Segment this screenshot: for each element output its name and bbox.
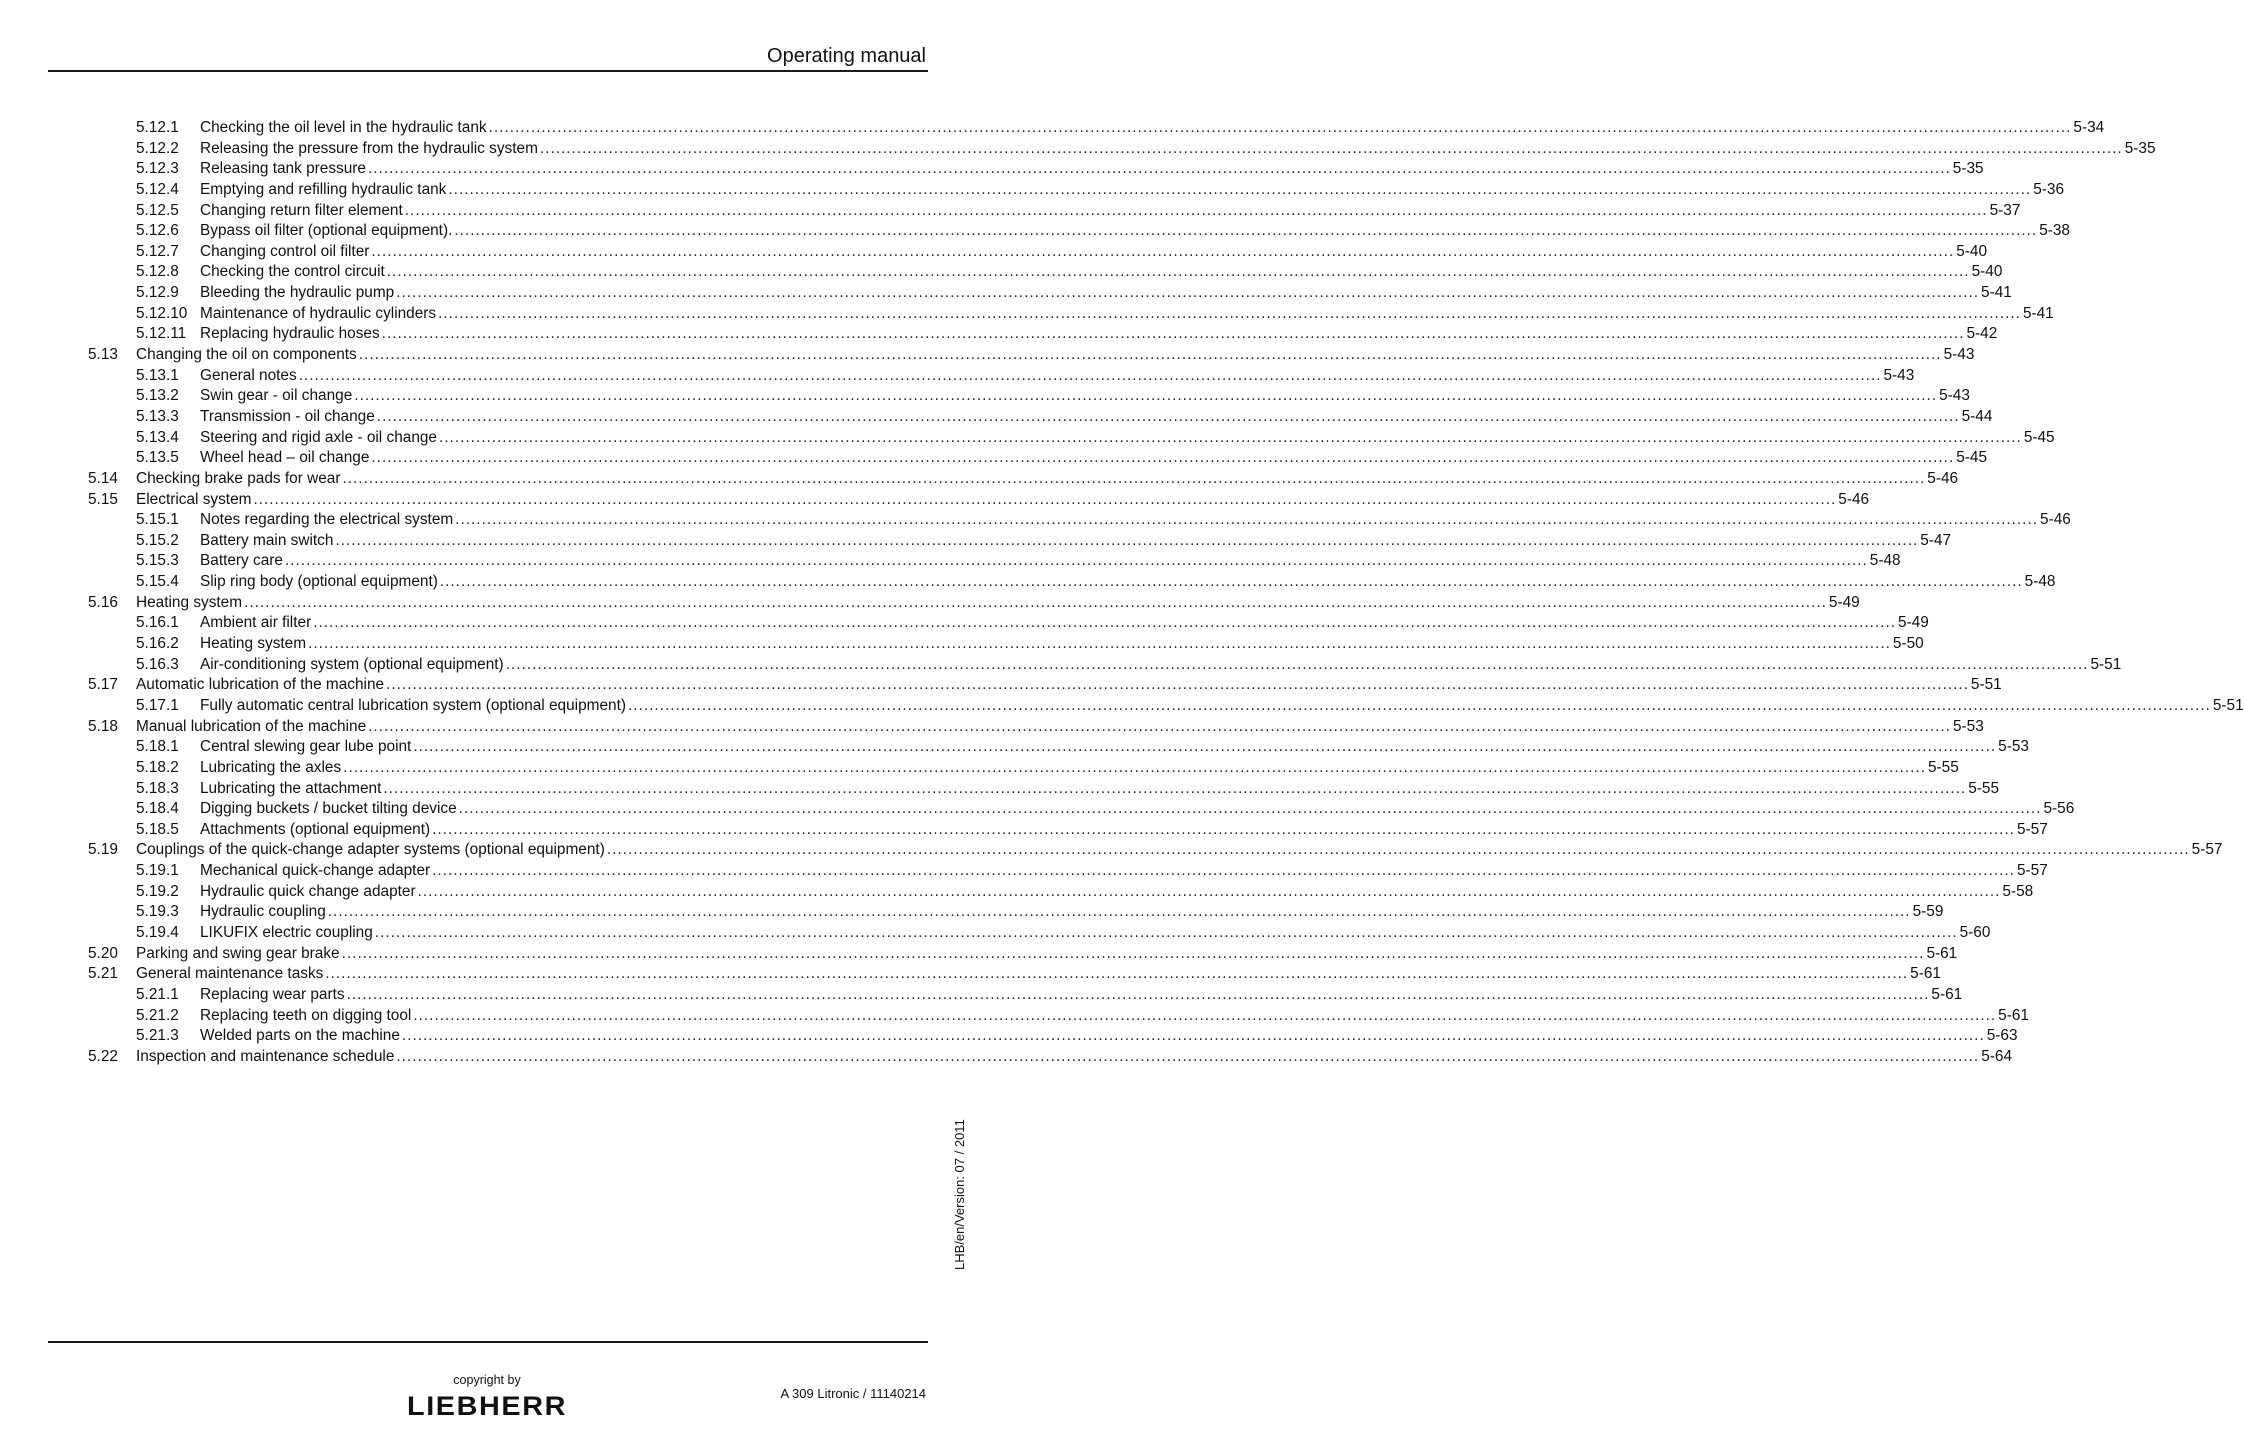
logo-text: LIEBHERR [407, 1391, 567, 1421]
toc-dot-leader: ............................................................................................................................................................................................................................................................................................................ [386, 676, 1969, 694]
toc-entry-page: 5-60 [1959, 923, 1991, 941]
toc-dot-leader: ............................................................................................................................................................................................................................................................................................................ [439, 428, 2022, 446]
toc-entry-number: 5.21.1 [136, 985, 179, 1003]
toc-entry [88, 221, 2070, 242]
toc-entry-title: Hydraulic quick change adapter [200, 882, 416, 900]
toc-entry-number: 5.13 [88, 346, 118, 364]
toc-entry-title: Battery main switch [200, 531, 334, 549]
toc-dot-leader: ............................................................................................................................................................................................................................................................................................................ [432, 862, 2015, 880]
toc-dot-leader: ............................................................................................................................................................................................................................................................................................................ [381, 325, 1965, 343]
toc-entry-page: 5-63 [1986, 1027, 2018, 1045]
toc-entry [88, 737, 2029, 758]
toc-entry-title: Fully automatic central lubrication system (optional equipment) [200, 696, 627, 714]
toc-entry-page: 5-45 [2023, 428, 2055, 446]
toc-entry-page: 5-61 [1931, 985, 1963, 1003]
toc-entry-number: 5.21.2 [136, 1006, 179, 1024]
toc-entry-title: Parking and swing gear brake [136, 944, 340, 962]
toc-dot-leader: ............................................................................................................................................................................................................................................................................................................ [376, 407, 1960, 425]
toc-entry-number: 5.21 [88, 965, 118, 983]
toc-entry-page: 5-34 [2073, 119, 2105, 136]
toc-entry [88, 139, 2156, 160]
toc-entry-page: 5-46 [1927, 469, 1959, 487]
toc-entry-title: Hydraulic coupling [200, 903, 326, 921]
toc-entry [88, 861, 2048, 882]
toc-entry-number: 5.18.1 [136, 738, 179, 756]
toc-entry-title: Steering and rigid axle - oil change [200, 428, 437, 446]
toc-entry-page: 5-43 [1939, 387, 1970, 405]
toc-entry [88, 345, 1975, 366]
toc-entry-page: 5-61 [1910, 965, 1941, 983]
toc-entry-title: Digging buckets / bucket tilting device [200, 800, 457, 818]
toc-entry [88, 490, 1870, 511]
toc-entry [88, 118, 2105, 139]
toc-dot-leader: ............................................................................................................................................................................................................................................................................................................ [454, 222, 2038, 240]
toc-entry-title: Bypass oil filter (optional equipment). [200, 222, 453, 240]
toc-entry-number: 5.13.2 [136, 387, 179, 405]
toc-dot-leader: ............................................................................................................................................................................................................................................................................................................ [396, 1047, 1980, 1065]
toc-entry-title: LIKUFIX electric coupling [200, 923, 373, 941]
toc-entry-number: 5.18 [88, 717, 118, 735]
toc-entry-number: 5.13.5 [136, 449, 179, 467]
toc-entry [88, 366, 1915, 387]
toc-entry [88, 201, 2021, 222]
toc-entry [88, 242, 1988, 263]
toc-dot-leader: ............................................................................................................................................................................................................................................................................................................ [417, 882, 2001, 900]
copyright-label: copyright by [453, 1373, 521, 1387]
toc-entry [88, 469, 1959, 490]
toc-entry-page: 5-56 [2043, 800, 2075, 818]
toc-entry-page: 5-51 [1970, 676, 2002, 694]
toc-entry [88, 696, 2244, 717]
toc-entry [88, 820, 2048, 841]
toc-entry-page: 5-59 [1912, 903, 1944, 921]
document-id: A 309 Litronic / 11140214 [780, 1386, 926, 1401]
toc-entry-title: Transmission - oil change [200, 407, 375, 425]
toc-entry [88, 985, 1963, 1006]
toc-entry-number: 5.12.11 [136, 325, 187, 343]
toc-entry-page: 5-64 [1981, 1047, 2013, 1065]
toc-entry-number: 5.16.1 [136, 614, 179, 632]
toc-dot-leader: ............................................................................................................................................................................................................................................................................................................ [313, 614, 1897, 632]
toc-entry-title: Battery care [200, 552, 283, 570]
liebherr-logo [406, 1391, 568, 1421]
toc-entry-title: Heating system [200, 635, 307, 653]
toc-entry-title: Attachments (optional equipment) [200, 820, 431, 838]
toc-entry-page: 5-45 [1956, 449, 1988, 467]
toc-entry-title: Notes regarding the electrical system [200, 511, 454, 529]
toc-entry-page: 5-46 [1838, 490, 1870, 508]
toc-entry [88, 902, 1944, 923]
toc-entry-title: Mechanical quick-change adapter [200, 862, 431, 880]
toc-entry-number: 5.18.2 [136, 758, 179, 776]
toc-entry-number: 5.12.8 [136, 263, 179, 281]
toc-entry [88, 882, 2034, 903]
toc-dot-leader: ............................................................................................................................................................................................................................................................................................................ [488, 119, 2072, 136]
toc-entry [88, 758, 1959, 779]
toc-entry [88, 944, 1958, 965]
toc-dot-leader: ............................................................................................................................................................................................................................................................................................................ [346, 985, 1930, 1003]
toc-entry-page: 5-48 [2024, 573, 2056, 591]
toc-entry-title: Swin gear - oil change [200, 387, 353, 405]
toc-dot-leader: ............................................................................................................................................................................................................................................................................................................ [439, 573, 2023, 591]
toc-entry-page: 5-36 [2033, 180, 2065, 198]
toc-entry-title: Changing control oil filter [200, 242, 370, 260]
version-label: LHB/en/Version: 07 / 2011 [952, 1119, 967, 1270]
toc-entry-number: 5.12.5 [136, 201, 179, 219]
toc-entry [88, 675, 2002, 696]
toc-entry-title: Ambient air filter [200, 614, 312, 632]
toc-dot-leader: ............................................................................................................................................................................................................................................................................................................ [404, 201, 1988, 219]
toc-entry-page: 5-43 [1883, 366, 1915, 384]
toc-entry [88, 1026, 2018, 1047]
toc-entry-page: 5-51 [2090, 655, 2122, 673]
toc-dot-leader: ............................................................................................................................................................................................................................................................................................................ [413, 1006, 1997, 1024]
toc-entry-title: General notes [200, 366, 297, 384]
toc-entry-number: 5.19.2 [136, 882, 179, 900]
toc-entry [88, 655, 2122, 676]
toc-entry-title: Central slewing gear lube point [200, 738, 412, 756]
toc-entry-page: 5-40 [1971, 263, 2003, 281]
toc-dot-leader: ............................................................................................................................................................................................................................................................................................................ [371, 242, 1955, 260]
toc-dot-leader: ............................................................................................................................................................................................................................................................................................................ [327, 903, 1911, 921]
toc-dot-leader: ............................................................................................................................................................................................................................................................................................................ [455, 511, 2039, 529]
toc-entry-page: 5-49 [1898, 614, 1929, 632]
toc-entry-title: Welded parts on the machine [200, 1027, 400, 1045]
toc-entry [88, 304, 2054, 325]
toc-entry-number: 5.18.3 [136, 779, 179, 797]
toc-entry [88, 159, 1984, 180]
toc-entry [88, 923, 1991, 944]
toc-entry-title: Changing the oil on components [136, 346, 357, 364]
toc-entry-page: 5-57 [2016, 820, 2048, 838]
toc-dot-leader: ............................................................................................................................................................................................................................................................................................................ [628, 696, 2211, 714]
toc-entry-number: 5.20 [88, 944, 118, 962]
toc-entry-number: 5.12.9 [136, 284, 179, 302]
toc-entry-title: Electrical system [136, 490, 252, 508]
toc-entry-number: 5.12.2 [136, 139, 179, 157]
toc-entry-page: 5-61 [1926, 944, 1958, 962]
toc-entry-number: 5.16.3 [136, 655, 179, 673]
toc-entry [88, 407, 1993, 428]
toc-entry-title: Emptying and refilling hydraulic tank [200, 180, 447, 198]
toc-entry-number: 5.17 [88, 676, 118, 694]
toc-dot-leader: ............................................................................................................................................................................................................................................................................................................ [396, 284, 1980, 302]
toc-entry-number: 5.16.2 [136, 635, 179, 653]
toc-entry-title: Automatic lubrication of the machine [136, 676, 385, 694]
toc-entry-page: 5-51 [2212, 696, 2244, 714]
toc-dot-leader: ............................................................................................................................................................................................................................................................................................................ [308, 635, 1891, 653]
toc-dot-leader: ............................................................................................................................................................................................................................................................................................................ [386, 263, 1970, 281]
toc-entry-page: 5-61 [1998, 1006, 2029, 1024]
toc-entry-number: 5.18.5 [136, 820, 179, 838]
toc-entry [88, 262, 2003, 283]
toc-entry-number: 5.22 [88, 1047, 118, 1065]
toc-entry [88, 717, 1984, 738]
toc-dot-leader: ............................................................................................................................................................................................................................................................................................................ [505, 655, 2089, 673]
toc-dot-leader: ............................................................................................................................................................................................................................................................................................................ [354, 387, 1938, 405]
toc-entry-page: 5-35 [1952, 160, 1984, 178]
toc-entry-page: 5-55 [1968, 779, 2000, 797]
toc-entry-number: 5.13.4 [136, 428, 179, 446]
toc-dot-leader: ............................................................................................................................................................................................................................................................................................................ [298, 366, 1882, 384]
toc-entry-title: Changing return filter element [200, 201, 403, 219]
toc-entry-title: Lubricating the attachment [200, 779, 382, 797]
toc-entry-page: 5-37 [1989, 201, 2021, 219]
toc-dot-leader: ............................................................................................................................................................................................................................................................................................................ [606, 841, 2190, 859]
toc-entry [88, 1006, 2029, 1027]
toc-entry-number: 5.18.4 [136, 800, 179, 818]
toc-entry-title: Air-conditioning system (optional equipment) [200, 655, 504, 673]
toc-entry-title: Heating system [136, 593, 243, 611]
table-of-contents [88, 118, 2244, 1067]
toc-entry-number: 5.12.1 [136, 119, 179, 136]
toc-entry-title: Slip ring body (optional equipment) [200, 573, 438, 591]
toc-entry-page: 5-50 [1892, 635, 1924, 653]
toc-entry [88, 180, 2065, 201]
toc-entry-title: Wheel head – oil change [200, 449, 370, 467]
toc-entry-number: 5.15.4 [136, 573, 179, 591]
toc-entry-title: Couplings of the quick-change adapter systems (optional equipment) [136, 841, 605, 859]
toc-dot-leader: ............................................................................................................................................................................................................................................................................................................ [342, 469, 1926, 487]
toc-entry-title: Manual lubrication of the machine [136, 717, 367, 735]
toc-entry-title: Replacing teeth on digging tool [200, 1006, 412, 1024]
toc-dot-leader: ............................................................................................................................................................................................................................................................................................................ [458, 800, 2042, 818]
toc-entry-title: Lubricating the axles [200, 758, 342, 776]
toc-entry-number: 5.21.3 [136, 1027, 179, 1045]
toc-entry-number: 5.14 [88, 469, 118, 487]
toc-dot-leader: ............................................................................................................................................................................................................................................................................................................ [343, 758, 1926, 776]
toc-entry-page: 5-41 [1981, 284, 2012, 302]
toc-entry-number: 5.12.7 [136, 242, 179, 260]
toc-entry [88, 634, 1924, 655]
toc-entry-page: 5-40 [1956, 242, 1988, 260]
toc-entry [88, 593, 1860, 614]
toc-dot-leader: ............................................................................................................................................................................................................................................................................................................ [253, 490, 1837, 508]
toc-entry [88, 799, 2075, 820]
toc-entry-title: Inspection and maintenance schedule [136, 1047, 395, 1065]
header-rule [48, 70, 928, 72]
toc-entry-number: 5.12.6 [136, 222, 179, 240]
toc-entry-page: 5-57 [2016, 862, 2048, 880]
toc-entry-title: Maintenance of hydraulic cylinders [200, 304, 437, 322]
toc-entry-number: 5.12.10 [136, 304, 188, 322]
toc-entry-page: 5-35 [2124, 139, 2156, 157]
toc-entry-title: Bleeding the hydraulic pump [200, 284, 395, 302]
toc-entry [88, 531, 1952, 552]
page-header-title: Operating manual [767, 45, 926, 67]
toc-entry-number: 5.15.1 [136, 511, 179, 529]
toc-entry-title: Replacing hydraulic hoses [200, 325, 380, 343]
toc-entry-title: Checking the control circuit [200, 263, 385, 281]
toc-entry [88, 428, 2055, 449]
toc-dot-leader: ............................................................................................................................................................................................................................................................................................................ [358, 346, 1942, 364]
toc-dot-leader: ............................................................................................................................................................................................................................................................................................................ [383, 779, 1967, 797]
toc-dot-leader: ............................................................................................................................................................................................................................................................................................................ [325, 965, 1909, 983]
toc-entry-number: 5.19.3 [136, 903, 179, 921]
toc-entry-number: 5.19.1 [136, 862, 179, 880]
toc-entry-page: 5-38 [2039, 222, 2070, 240]
toc-entry [88, 283, 2012, 304]
toc-entry-title: General maintenance tasks [136, 965, 324, 983]
toc-entry [88, 1047, 2013, 1068]
toc-entry [88, 572, 2056, 593]
toc-entry [88, 324, 1998, 345]
toc-entry-page: 5-55 [1927, 758, 1959, 776]
toc-entry-title: Checking the oil level in the hydraulic tank [200, 119, 487, 136]
toc-dot-leader: ............................................................................................................................................................................................................................................................................................................ [539, 139, 2123, 157]
toc-entry [88, 386, 1970, 407]
toc-dot-leader: ............................................................................................................................................................................................................................................................................................................ [284, 552, 1868, 570]
toc-dot-leader: ............................................................................................................................................................................................................................................................................................................ [432, 820, 2015, 838]
toc-entry-page: 5-53 [1952, 717, 1984, 735]
toc-entry-page: 5-49 [1828, 593, 1860, 611]
toc-entry-page: 5-47 [1920, 531, 1952, 549]
toc-entry-page: 5-44 [1961, 407, 1993, 425]
toc-dot-leader: ............................................................................................................................................................................................................................................................................................................ [341, 944, 1925, 962]
toc-entry-number: 5.19 [88, 841, 118, 859]
toc-entry-page: 5-48 [1869, 552, 1901, 570]
toc-entry [88, 613, 1929, 634]
toc-entry-number: 5.16 [88, 593, 118, 611]
toc-dot-leader: ............................................................................................................................................................................................................................................................................................................ [335, 531, 1919, 549]
toc-entry-page: 5-58 [2002, 882, 2034, 900]
toc-entry-page: 5-43 [1943, 346, 1975, 364]
toc-entry-title: Replacing wear parts [200, 985, 345, 1003]
toc-entry-page: 5-42 [1966, 325, 1998, 343]
toc-dot-leader: ............................................................................................................................................................................................................................................................................................................ [244, 593, 1827, 611]
toc-entry-number: 5.15.2 [136, 531, 179, 549]
toc-dot-leader: ............................................................................................................................................................................................................................................................................................................ [438, 304, 2021, 322]
toc-entry-number: 5.17.1 [136, 696, 179, 714]
toc-entry [88, 840, 2223, 861]
toc-entry [88, 510, 2071, 531]
toc-entry-title: Checking brake pads for wear [136, 469, 341, 487]
toc-entry-page: 5-53 [1998, 738, 2029, 756]
toc-entry-page: 5-46 [2040, 511, 2071, 529]
toc-entry-number: 5.15 [88, 490, 118, 508]
toc-entry-number: 5.13.1 [136, 366, 179, 384]
toc-entry-number: 5.12.3 [136, 160, 179, 178]
toc-dot-leader: ............................................................................................................................................................................................................................................................................................................ [371, 449, 1955, 467]
toc-dot-leader: ............................................................................................................................................................................................................................................................................................................ [401, 1027, 1985, 1045]
toc-entry [88, 964, 1941, 985]
toc-entry-number: 5.13.3 [136, 407, 179, 425]
toc-dot-leader: ............................................................................................................................................................................................................................................................................................................ [374, 923, 1958, 941]
toc-entry [88, 779, 2000, 800]
toc-entry-page: 5-41 [2022, 304, 2054, 322]
toc-entry-title: Releasing tank pressure [200, 160, 366, 178]
toc-entry-number: 5.19.4 [136, 923, 179, 941]
toc-entry-number: 5.12.4 [136, 180, 179, 198]
toc-entry [88, 448, 1988, 469]
toc-dot-leader: ............................................................................................................................................................................................................................................................................................................ [448, 180, 2032, 198]
toc-entry-number: 5.15.3 [136, 552, 179, 570]
toc-dot-leader: ............................................................................................................................................................................................................................................................................................................ [413, 738, 1997, 756]
toc-entry [88, 551, 1901, 572]
toc-entry-title: Releasing the pressure from the hydraulic system [200, 139, 538, 157]
toc-dot-leader: ............................................................................................................................................................................................................................................................................................................ [368, 717, 1951, 735]
toc-entry-page: 5-57 [2191, 841, 2223, 859]
toc-dot-leader: ............................................................................................................................................................................................................................................................................................................ [367, 160, 1951, 178]
footer-rule [48, 1341, 928, 1343]
